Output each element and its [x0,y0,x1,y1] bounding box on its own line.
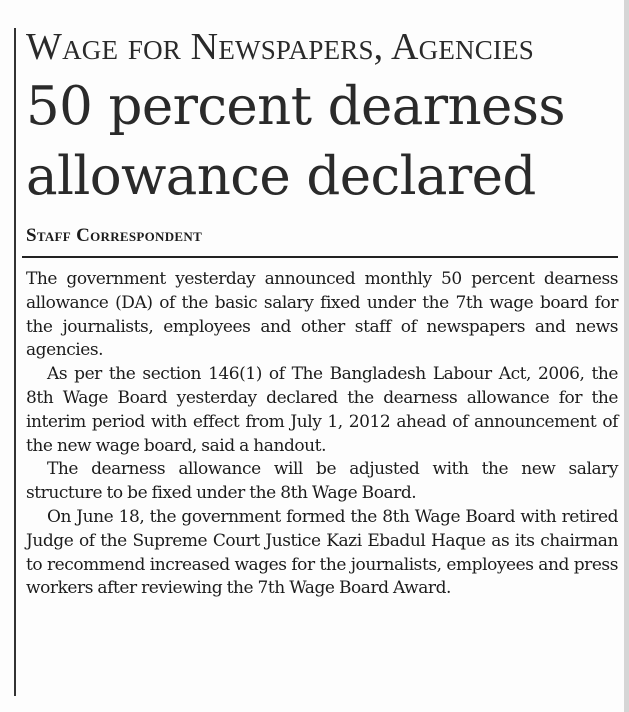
article-byline: Staff Correspondent [26,225,203,246]
article-body [26,268,618,601]
article-paragraph: On June 18, the government formed the 8th Wage Board with retired Judge of the Supreme Court Justice Kazi Ebadul Haque as its chairman to recommend increased wages for the journalists, employees and press workers after reviewing the 7th Wage Board Award. [26,506,618,599]
news-article [26,0,618,601]
article-paragraph: The dearness allowance will be adjusted with the new salary structure to be fixed under the 8th Wage Board. [26,459,618,504]
article-headline: 50 percent dearness allowance declared [26,76,565,207]
article-paragraph: The government yesterday announced monthly 50 percent dearness allowance (DA) of the basic salary fixed under the 7th wage board for the journalists, employees and other staff of newspapers and news agencies. [26,269,618,361]
byline-divider [22,256,618,258]
article-kicker: Wage for Newspapers, Agencies [26,26,535,68]
page-edge-right [624,0,629,712]
column-rule-left [14,28,16,696]
article-paragraph: As per the section 146(1) of The Bangladesh Labour Act, 2006, the 8th Wage Board yesterday declared the dearness allowance for the interim period with effect from July 1, 2012 ahead of announcement of the new wage board, said a handout. [26,364,618,456]
